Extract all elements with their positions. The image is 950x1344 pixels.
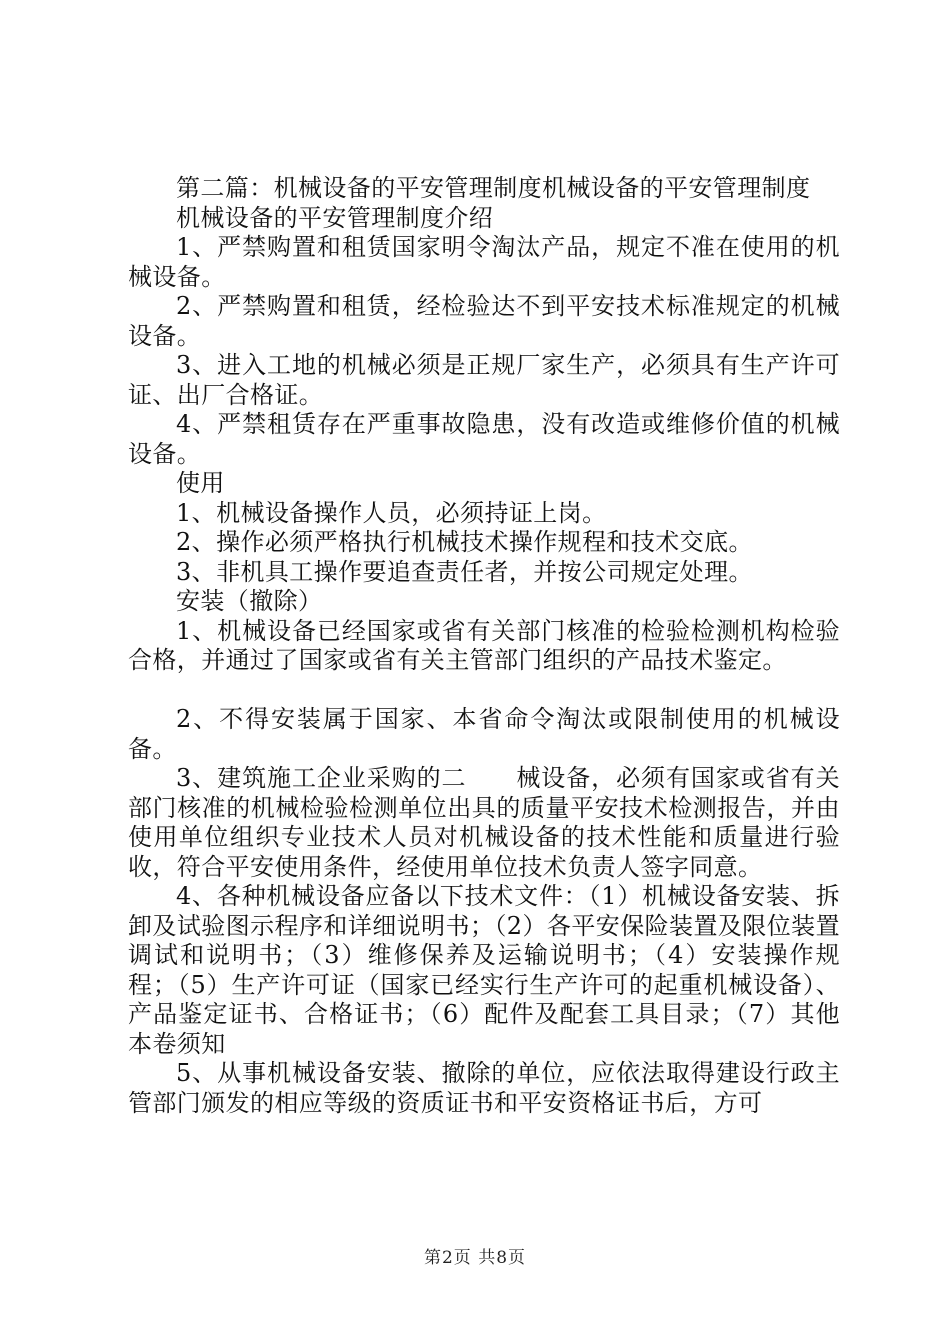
paragraph: 3、进入工地的机械必须是正规厂家生产，必须具有生产许可证、出厂合格证。	[128, 351, 840, 409]
paragraph: 1、机械设备已经国家或省有关部门核准的检验检测机构检验合格，并通过了国家或省有关主管部门组织的产品技术鉴定。	[128, 616, 840, 674]
document-body	[128, 174, 840, 1118]
document-title: 第二篇：机械设备的平安管理制度机械设备的平安管理制度	[176, 174, 811, 202]
paragraph: 2、操作必须严格执行机械技术操作规程和技术交底。	[176, 528, 753, 556]
section-heading: 安装（撤除）	[176, 587, 323, 615]
paragraph: 1、机械设备操作人员，必须持证上岗。	[176, 498, 607, 527]
paragraph: 1、严禁购置和租赁国家明令淘汰产品，规定不准在使用的机械设备。	[128, 233, 840, 291]
section-heading: 机械设备的平安管理制度介绍	[176, 203, 494, 232]
paragraph: 4、严禁租赁存在严重事故隐患，没有改造或维修价值的机械设备。	[128, 410, 840, 468]
paragraph: 4、各种机械设备应备以下技术文件：（1）机械设备安装、拆卸及试验图示程序和详细说明书；（2）各平安保险装置及限位装置调试和说明书；（3）维修保养及运输说明书；（4）安装操作规程；（5）生产许可证（国家已经实行生产许可的起重机械设备）、产品鉴定证书、合格证书；（6）配件及配套工具目录；（7）其他本卷须知	[128, 882, 840, 1058]
paragraph: 3、非机具工操作要追查责任者，并按公司规定处理。	[176, 557, 753, 586]
paragraph: 3、建筑施工企业采购的二 械设备，必须有国家或省有关部门核准的机械检验检测单位出具的质量平安技术检测报告，并由使用单位组织专业技术人员对机械设备的技术性能和质量进行验收，符合平安使用条件，经使用单位技术负责人签字同意。	[128, 764, 840, 881]
paragraph: 5、从事机械设备安装、撤除的单位，应依法取得建设行政主管部门颁发的相应等级的资质证书和平安资格证书后，方可	[128, 1059, 840, 1117]
paragraph: 2、不得安装属于国家、本省命令淘汰或限制使用的机械设备。	[128, 705, 840, 763]
section-heading: 使用	[176, 469, 225, 497]
page-footer: 第2页 共8页	[423, 1248, 527, 1268]
blank-line	[128, 676, 840, 706]
paragraph: 2、严禁购置和租赁，经检验达不到平安技术标准规定的机械设备。	[128, 292, 840, 350]
